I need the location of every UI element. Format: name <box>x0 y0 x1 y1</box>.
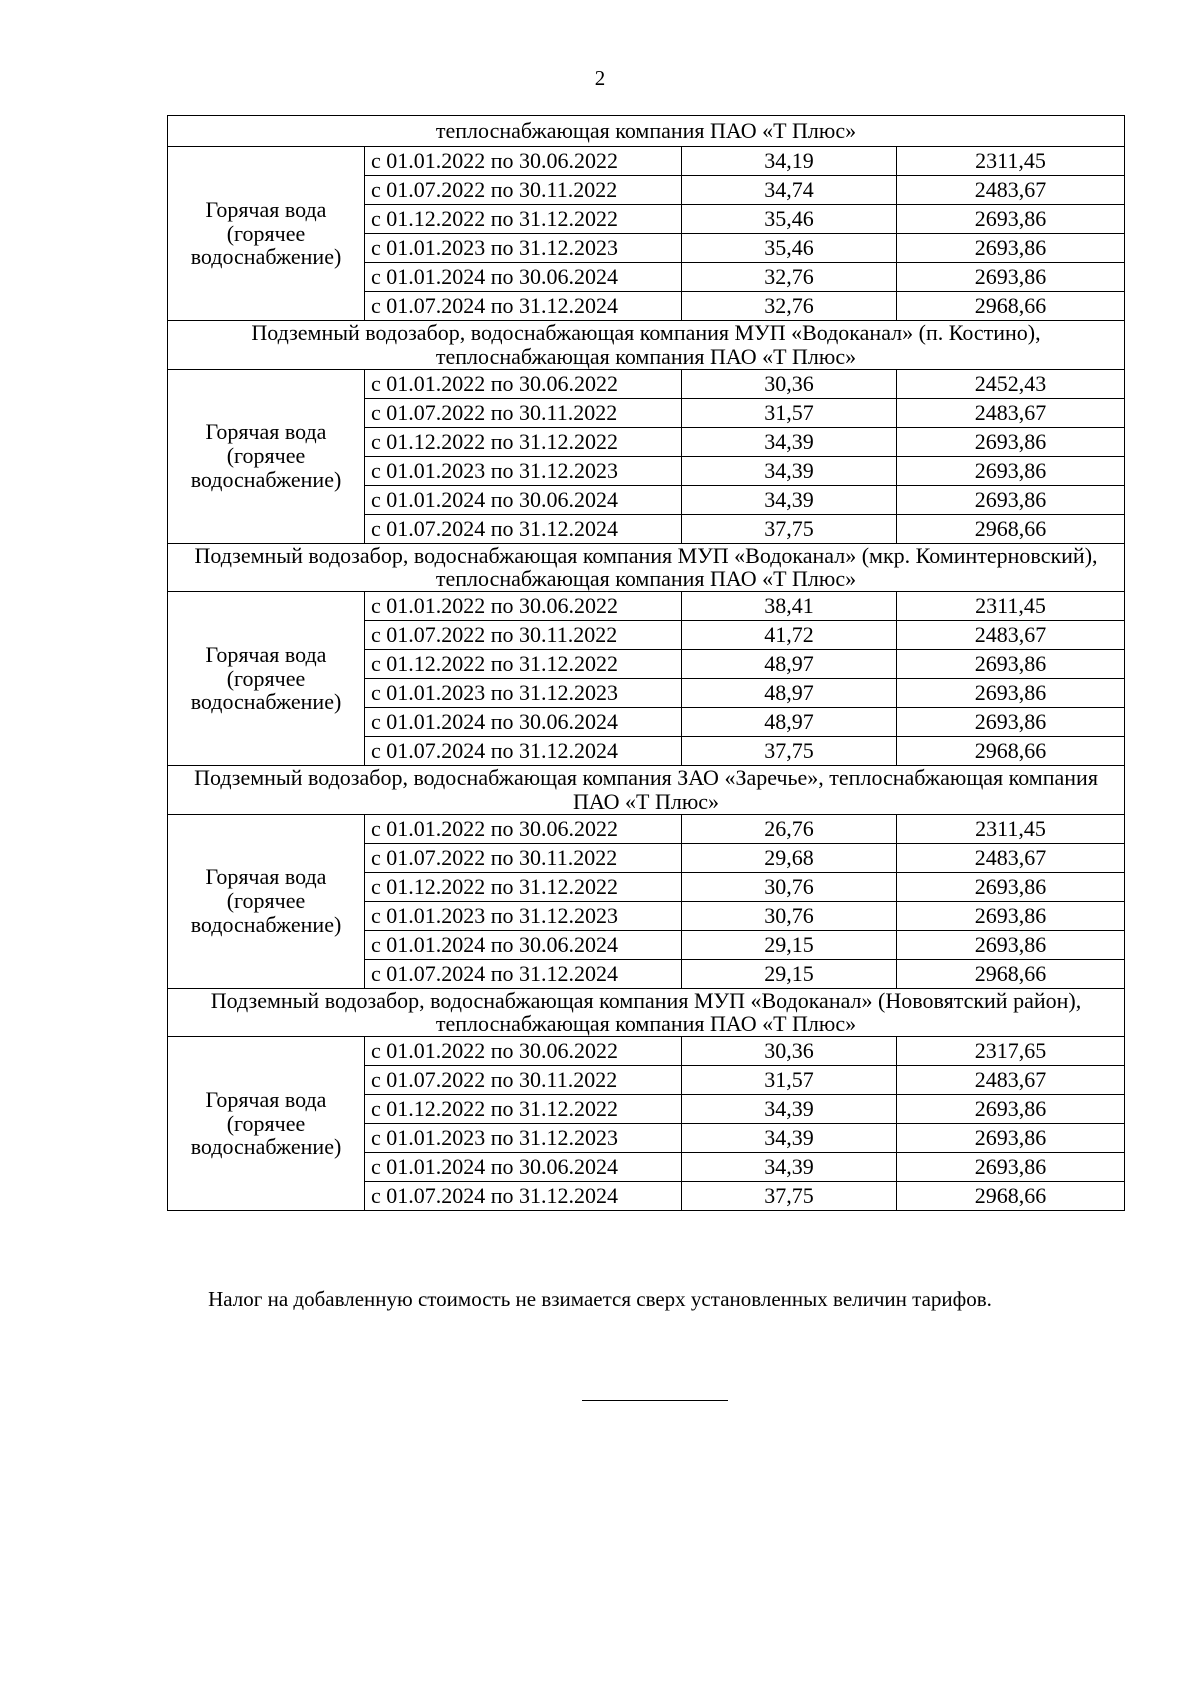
period-cell: с 01.01.2022 по 30.06.2022 <box>365 147 682 176</box>
tariff-component-1-cell: 38,41 <box>682 592 897 621</box>
period-cell: с 01.07.2024 по 31.12.2024 <box>365 292 682 321</box>
tariff-component-2-cell: 2693,86 <box>897 708 1125 737</box>
tariff-component-1-cell: 30,36 <box>682 1037 897 1066</box>
tariff-component-1-cell: 30,76 <box>682 901 897 930</box>
period-cell: с 01.07.2022 по 30.11.2022 <box>365 176 682 205</box>
tariff-row <box>168 147 1125 176</box>
period-cell: с 01.01.2023 по 31.12.2023 <box>365 1124 682 1153</box>
period-cell: с 01.01.2024 по 30.06.2024 <box>365 708 682 737</box>
tariff-component-2-cell: 2693,86 <box>897 427 1125 456</box>
tariff-component-2-cell: 2693,86 <box>897 930 1125 959</box>
tariff-component-2-cell: 2968,66 <box>897 292 1125 321</box>
tariff-component-1-cell: 32,76 <box>682 263 897 292</box>
group-heading-row <box>168 766 1125 815</box>
period-cell: с 01.07.2022 по 30.11.2022 <box>365 621 682 650</box>
tariff-component-1-cell: 34,39 <box>682 456 897 485</box>
tariff-component-1-cell: 48,97 <box>682 679 897 708</box>
tariff-component-1-cell: 31,57 <box>682 398 897 427</box>
group-heading: Подземный водозабор, водоснабжающая компания МУП «Водоканал» (мкр. Коминтерновский), теплоснабжающая компания ПАО «Т Плюс» <box>168 543 1125 592</box>
service-name: Горячая вода (горячее водоснабжение) <box>168 592 365 766</box>
tariff-component-2-cell: 2311,45 <box>897 147 1125 176</box>
tariff-component-2-cell: 2693,86 <box>897 1153 1125 1182</box>
period-cell: с 01.01.2023 по 31.12.2023 <box>365 456 682 485</box>
tariff-component-1-cell: 26,76 <box>682 814 897 843</box>
tariff-component-2-cell: 2693,86 <box>897 679 1125 708</box>
period-cell: с 01.01.2022 по 30.06.2022 <box>365 1037 682 1066</box>
service-name: Горячая вода (горячее водоснабжение) <box>168 369 365 543</box>
tariff-row <box>168 1037 1125 1066</box>
tariff-component-2-cell: 2693,86 <box>897 1124 1125 1153</box>
period-cell: с 01.07.2024 по 31.12.2024 <box>365 514 682 543</box>
page-number: 2 <box>594 66 606 90</box>
tariff-component-2-cell: 2311,45 <box>897 592 1125 621</box>
group-heading-row <box>168 321 1125 370</box>
period-cell: с 01.01.2024 по 30.06.2024 <box>365 263 682 292</box>
service-name: Горячая вода (горячее водоснабжение) <box>168 147 365 321</box>
tariff-component-1-cell: 37,75 <box>682 1182 897 1211</box>
tariff-component-1-cell: 41,72 <box>682 621 897 650</box>
tariff-component-1-cell: 34,74 <box>682 176 897 205</box>
vat-footnote: Налог на добавленную стоимость не взимается сверх установленных величин тарифов. <box>208 1287 992 1311</box>
group-heading-row <box>168 988 1125 1037</box>
period-cell: с 01.01.2024 по 30.06.2024 <box>365 930 682 959</box>
tariff-component-2-cell: 2968,66 <box>897 959 1125 988</box>
tariff-component-2-cell: 2968,66 <box>897 514 1125 543</box>
tariff-component-2-cell: 2483,67 <box>897 176 1125 205</box>
tariff-component-2-cell: 2311,45 <box>897 814 1125 843</box>
tariff-component-1-cell: 29,15 <box>682 959 897 988</box>
tariff-component-2-cell: 2452,43 <box>897 369 1125 398</box>
tariff-component-1-cell: 34,39 <box>682 1124 897 1153</box>
tariff-component-2-cell: 2483,67 <box>897 398 1125 427</box>
tariff-component-1-cell: 29,68 <box>682 843 897 872</box>
tariff-component-1-cell: 34,39 <box>682 485 897 514</box>
end-divider-line <box>582 1400 728 1401</box>
period-cell: с 01.01.2024 по 30.06.2024 <box>365 485 682 514</box>
tariff-component-1-cell: 34,39 <box>682 1095 897 1124</box>
period-cell: с 01.12.2022 по 31.12.2022 <box>365 205 682 234</box>
group-heading-row <box>168 116 1125 147</box>
tariff-table <box>167 115 1125 1211</box>
group-heading-row <box>168 543 1125 592</box>
period-cell: с 01.07.2022 по 30.11.2022 <box>365 1066 682 1095</box>
tariff-component-2-cell: 2693,86 <box>897 456 1125 485</box>
tariff-table-body <box>168 116 1125 1211</box>
tariff-component-2-cell: 2693,86 <box>897 205 1125 234</box>
group-heading: Подземный водозабор, водоснабжающая компания МУП «Водоканал» (п. Костино), теплоснабжающая компания ПАО «Т Плюс» <box>168 321 1125 370</box>
tariff-component-1-cell: 34,19 <box>682 147 897 176</box>
tariff-row <box>168 592 1125 621</box>
period-cell: с 01.12.2022 по 31.12.2022 <box>365 872 682 901</box>
tariff-component-2-cell: 2693,86 <box>897 485 1125 514</box>
service-name: Горячая вода (горячее водоснабжение) <box>168 1037 365 1211</box>
period-cell: с 01.12.2022 по 31.12.2022 <box>365 1095 682 1124</box>
period-cell: с 01.07.2024 по 31.12.2024 <box>365 959 682 988</box>
tariff-component-2-cell: 2693,86 <box>897 1095 1125 1124</box>
period-cell: с 01.01.2024 по 30.06.2024 <box>365 1153 682 1182</box>
tariff-component-2-cell: 2693,86 <box>897 263 1125 292</box>
group-heading: Подземный водозабор, водоснабжающая компания МУП «Водоканал» (Нововятский район), теплоснабжающая компания ПАО «Т Плюс» <box>168 988 1125 1037</box>
tariff-component-1-cell: 48,97 <box>682 708 897 737</box>
tariff-row <box>168 369 1125 398</box>
tariff-component-1-cell: 37,75 <box>682 514 897 543</box>
tariff-component-1-cell: 30,36 <box>682 369 897 398</box>
period-cell: с 01.07.2022 по 30.11.2022 <box>365 398 682 427</box>
period-cell: с 01.12.2022 по 31.12.2022 <box>365 650 682 679</box>
tariff-component-1-cell: 30,76 <box>682 872 897 901</box>
period-cell: с 01.07.2024 по 31.12.2024 <box>365 737 682 766</box>
period-cell: с 01.07.2024 по 31.12.2024 <box>365 1182 682 1211</box>
period-cell: с 01.01.2022 по 30.06.2022 <box>365 369 682 398</box>
tariff-component-2-cell: 2693,86 <box>897 872 1125 901</box>
period-cell: с 01.12.2022 по 31.12.2022 <box>365 427 682 456</box>
tariff-component-1-cell: 32,76 <box>682 292 897 321</box>
tariff-component-2-cell: 2483,67 <box>897 1066 1125 1095</box>
tariff-component-2-cell: 2483,67 <box>897 843 1125 872</box>
period-cell: с 01.07.2022 по 30.11.2022 <box>365 843 682 872</box>
tariff-component-2-cell: 2968,66 <box>897 737 1125 766</box>
tariff-component-1-cell: 34,39 <box>682 1153 897 1182</box>
group-heading: теплоснабжающая компания ПАО «Т Плюс» <box>168 116 1125 147</box>
tariff-component-1-cell: 37,75 <box>682 737 897 766</box>
tariff-component-2-cell: 2693,86 <box>897 901 1125 930</box>
tariff-component-2-cell: 2968,66 <box>897 1182 1125 1211</box>
tariff-component-1-cell: 35,46 <box>682 205 897 234</box>
tariff-component-2-cell: 2483,67 <box>897 621 1125 650</box>
period-cell: с 01.01.2023 по 31.12.2023 <box>365 901 682 930</box>
period-cell: с 01.01.2023 по 31.12.2023 <box>365 679 682 708</box>
period-cell: с 01.01.2022 по 30.06.2022 <box>365 814 682 843</box>
tariff-component-1-cell: 35,46 <box>682 234 897 263</box>
tariff-component-1-cell: 34,39 <box>682 427 897 456</box>
group-heading: Подземный водозабор, водоснабжающая компания ЗАО «Заречье», теплоснабжающая компания ПАО «Т Плюс» <box>168 766 1125 815</box>
period-cell: с 01.01.2023 по 31.12.2023 <box>365 234 682 263</box>
tariff-component-1-cell: 31,57 <box>682 1066 897 1095</box>
service-name: Горячая вода (горячее водоснабжение) <box>168 814 365 988</box>
tariff-component-2-cell: 2693,86 <box>897 650 1125 679</box>
tariff-component-2-cell: 2317,65 <box>897 1037 1125 1066</box>
tariff-row <box>168 814 1125 843</box>
tariff-component-1-cell: 29,15 <box>682 930 897 959</box>
tariff-component-2-cell: 2693,86 <box>897 234 1125 263</box>
period-cell: с 01.01.2022 по 30.06.2022 <box>365 592 682 621</box>
tariff-component-1-cell: 48,97 <box>682 650 897 679</box>
